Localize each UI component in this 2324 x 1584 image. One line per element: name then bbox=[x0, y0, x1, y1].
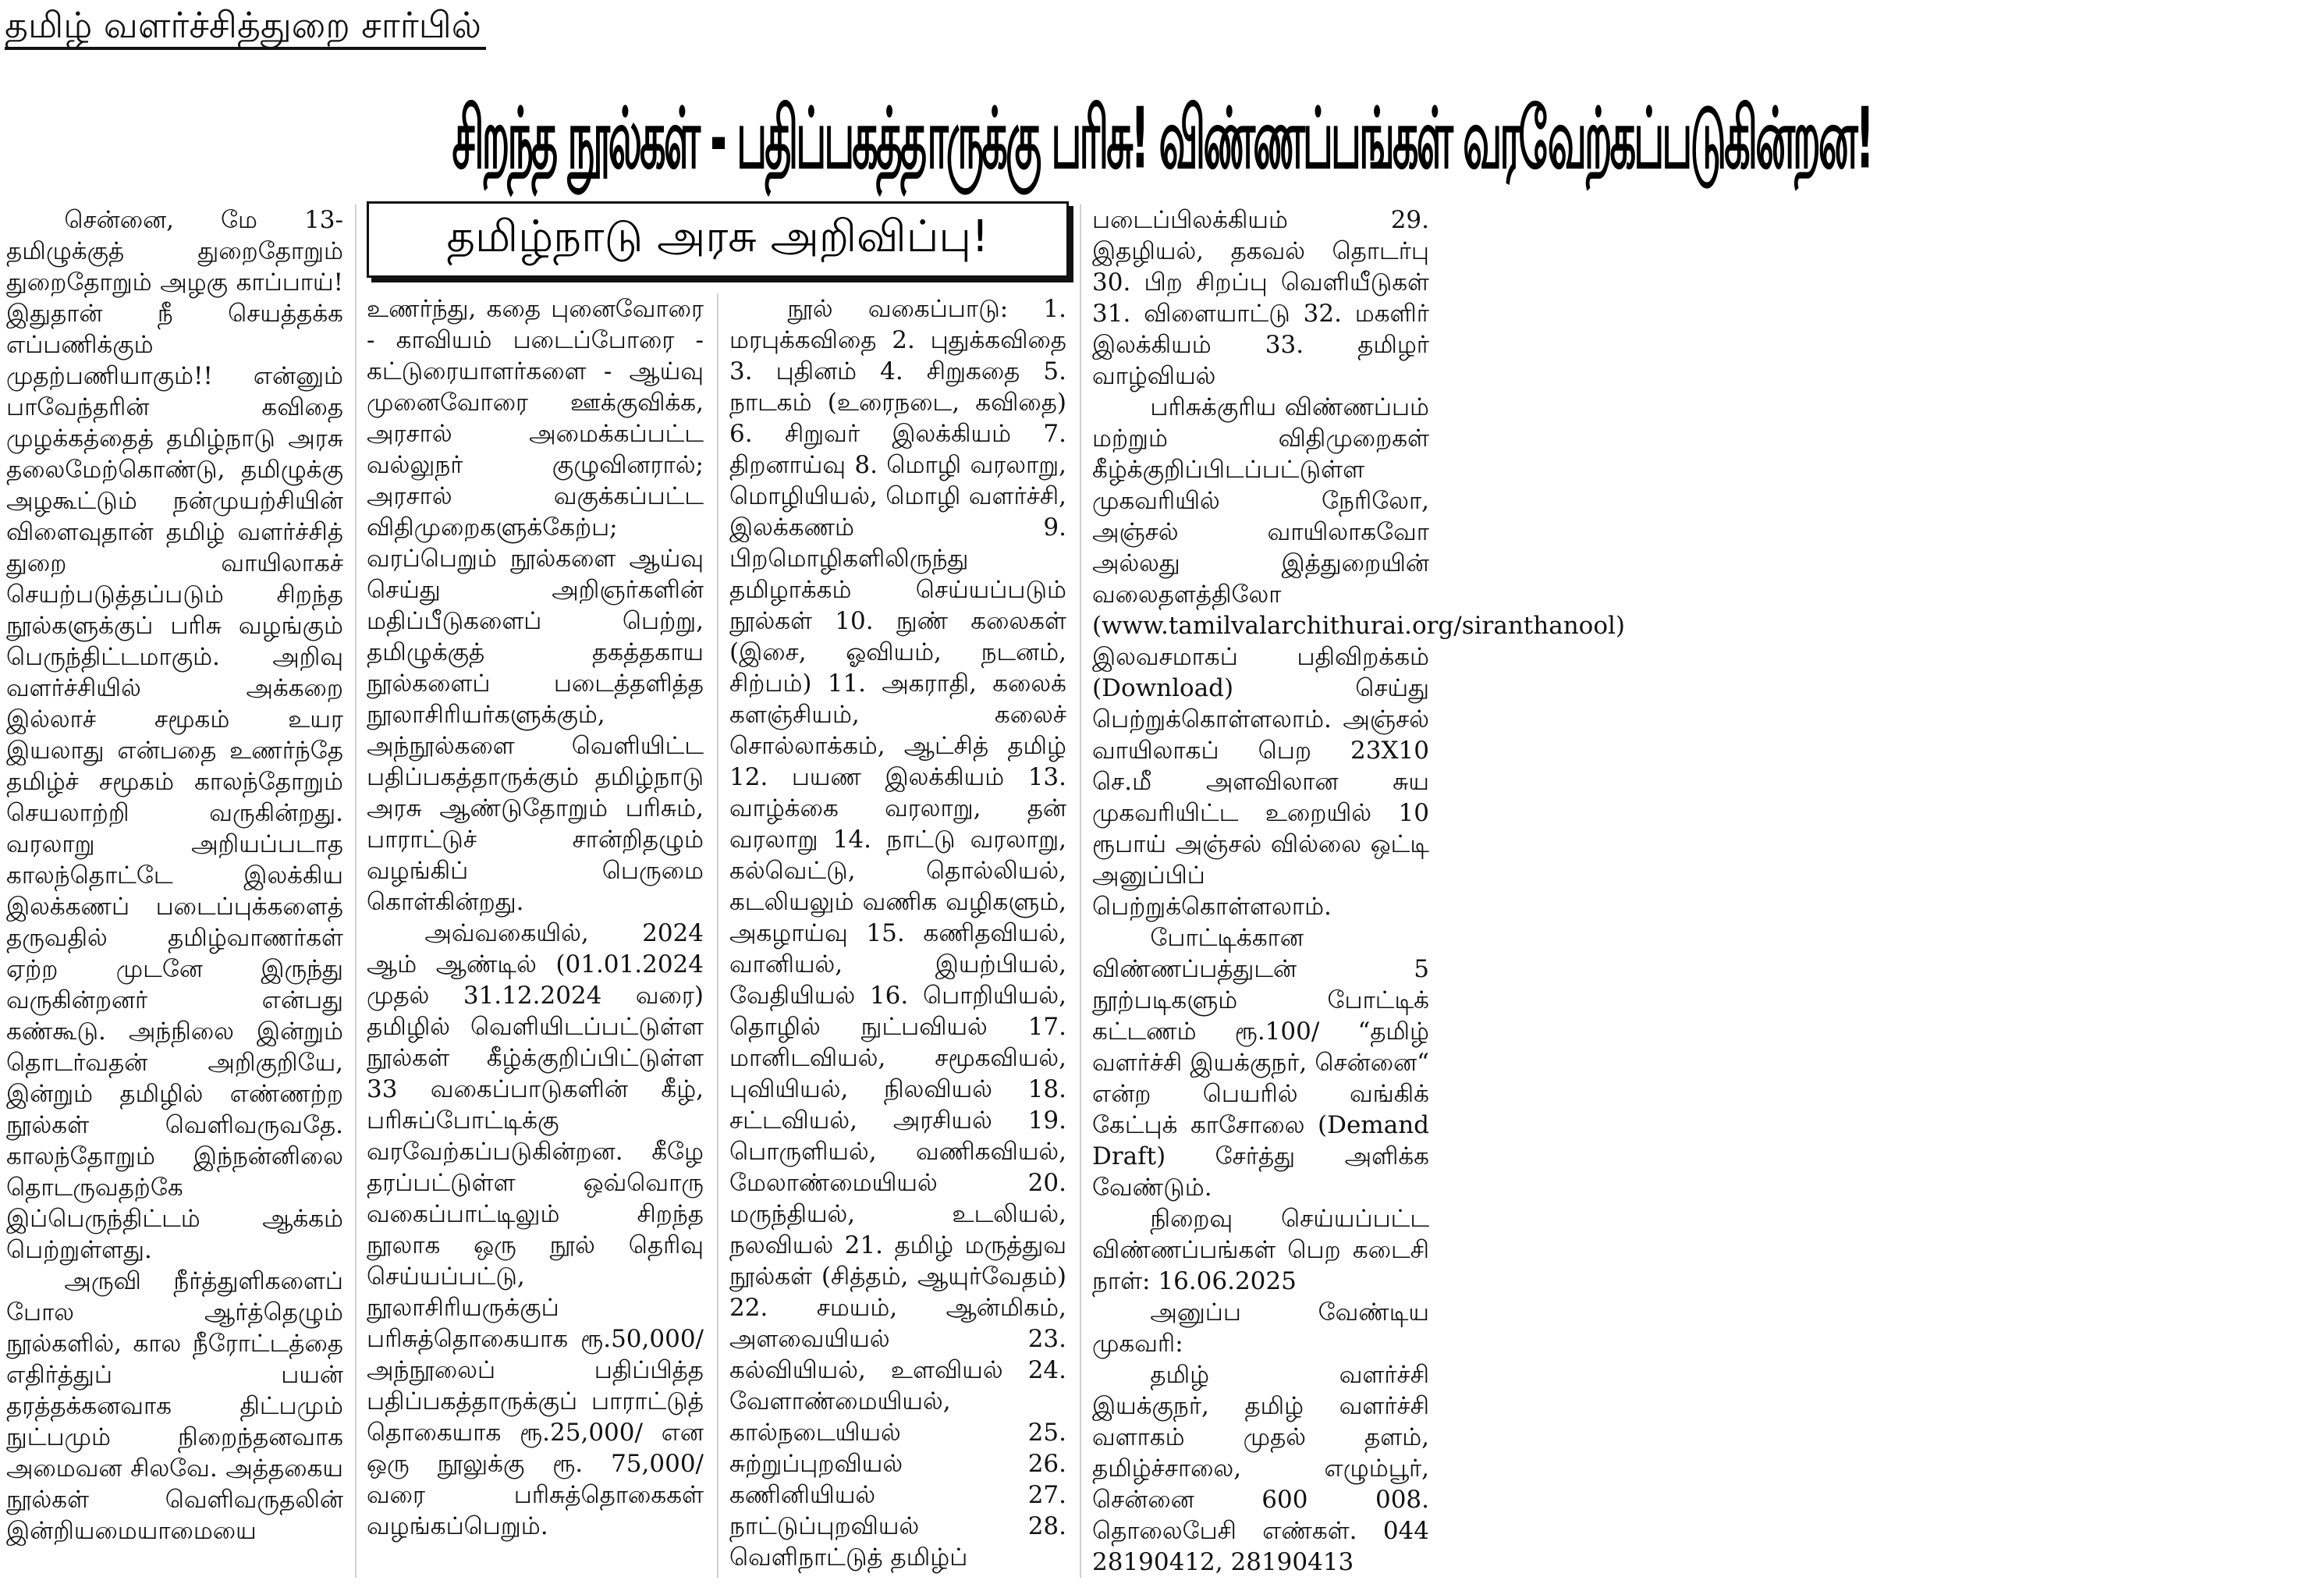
paragraph: அருவி நீர்த்துளிகளைப் போல ஆர்த்தெழும் நூல்களில், கால நீரோட்டத்தை எதிர்த்துப் பயன் தரத்தக்கனவாக திட்பமும் நுட்பமும் நிறைந்தனவாக அமைவன சிலவே. அத்தகைய நூல்கள் வெளிவருதலின் இன்றியமையாமையை bbox=[6, 1267, 343, 1545]
paragraph: சென்னை, மே 13- தமிழுக்குத் துறைதோறும் துறைதோறும் அழகு காப்பாய்! இதுதான் நீ செயத்தக்க எப்பணிக்கும் முதற்பணியாகும்!! என்னும் பாவேந்தரின் கவிதை முழக்கத்தைத் தமிழ்நாடு அரசு தலைமேற்கொண்டு, தமிழுக்கு அழகூட்டும் நன்முயற்சியின் விளைவுதான் தமிழ் வளர்ச்சித் துறை வாயிலாகச் செயற்படுத்தப்படும் சிறந்த நூல்களுக்குப் பரிசு வழங்கும் பெருந்திட்டமாகும். அறிவு வளர்ச்சியில் அக்கறை இல்லாச் சமூகம் உயர இயலாது என்பதை உணர்ந்தே தமிழ்ச் சமூகம் காலந்தோறும் செயலாற்றி வருகின்றது. வரலாறு அறியப்படாத காலந்தொட்டே இலக்கிய இலக்கணப் படைப்புக்களைத் தருவதில் தமிழ்வாணர்கள் ஏற்ற முடனே இருந்து வருகின்றனர் என்பது கண்கூடு. அந்நிலை இன்றும் தொடர்வதன் அறிகுறியே, இன்றும் தமிழில் எண்ணற்ற நூல்கள் வெளிவருவதே. காலந்தோறும் இந்நன்னிலை தொடருவதற்கே இப்பெருந்திட்டம் ஆக்கம் பெற்றுள்ளது. bbox=[6, 206, 343, 1264]
paragraph: போட்டிக்கான விண்ணப்பத்துடன் 5 நூற்படிகளும் போட்டிக் கட்டணம் ரூ.100/ “தமிழ் வளர்ச்சி இயக்குநர், சென்னை“ என்ற பெயரில் வங்கிக் கேட்புக் காசோலை (Demand Draft) சேர்த்து அளிக்க வேண்டும். bbox=[1092, 924, 1429, 1202]
paragraph: அவ்வகையில், 2024 ஆம் ஆண்டில் (01.01.2024 முதல் 31.12.2024 வரை) தமிழில் வெளியிடப்பட்டுள்ள நூல்கள் கீழ்க்குறிப்பிட்டுள்ள 33 வகைப்பாடுகளின் கீழ், பரிசுப்போட்டிக்கு வரவேற்கப்படுகின்றன. கீழே தரப்பட்டுள்ள ஒவ்வொரு வகைப்பாட்டிலும் சிறந்த நூலாக ஒரு நூல் தெரிவு செய்யப்பட்டு, நூலாசிரியருக்குப் பரிசுத்தொகையாக ரூ.50,000/ அந்நூலைப் பதிப்பித்த பதிப்பகத்தாருக்குப் பாராட்டுத் தொகையாக ரூ.25,000/ என ஒரு நூலுக்கு ரூ. 75,000/ வரை பரிசுத்தொகைகள் வழங்கப்பெறும். bbox=[367, 919, 704, 1540]
column-rule bbox=[717, 293, 718, 1578]
address: தமிழ் வளர்ச்சி இயக்குநர், தமிழ் வளர்ச்சி வளாகம் முதல் தளம், தமிழ்ச்சாலை, எழும்பூர், சென்னை 600 008. தொலைபேசி எண்கள். 044 28190412, 28190413 bbox=[1092, 1361, 1429, 1576]
article-column-2 bbox=[367, 293, 704, 1542]
paragraph: உணர்ந்து, கதை புனைவோரை - காவியம் படைப்போரை - கட்டுரையாளர்களை - ஆய்வு முனைவோரை ஊக்குவிக்க, அரசால் அமைக்கப்பட்ட வல்லுநர் குழுவினரால்; அரசால் வகுக்கப்பட்ட விதிமுறைகளுக்கேற்ப; வரப்பெறும் நூல்களை ஆய்வு செய்து அறிஞர்களின் மதிப்பீடுகளைப் பெற்று, தமிழுக்குத் தகத்தகாய நூல்களைப் படைத்தளித்த நூலாசிரியர்களுக்கும், அந்நூல்களை வெளியிட்ட பதிப்பகத்தாருக்கும் தமிழ்நாடு அரசு ஆண்டுதோறும் பரிசும், பாராட்டுச் சான்றிதழும் வழங்கிப் பெருமை கொள்கின்றது. bbox=[367, 295, 704, 916]
column-rule bbox=[355, 204, 357, 1578]
paragraph: அனுப்ப வேண்டிய முகவரி: bbox=[1092, 1298, 1429, 1358]
article-column-1 bbox=[6, 204, 343, 1547]
paragraph: படைப்பிலக்கியம் 29. இதழியல், தகவல் தொடர்பு 30. பிற சிறப்பு வெளியீடுகள் 31. விளையாட்டு 32. மகளிர் இலக்கியம் 33. தமிழர் வாழ்வியல் bbox=[1092, 206, 1429, 390]
column-rule bbox=[1080, 204, 1081, 1578]
article-column-3 bbox=[729, 293, 1066, 1573]
section-kicker: தமிழ் வளர்ச்சித்துறை சார்பில் bbox=[5, 3, 486, 50]
headline: சிறந்த நூல்கள் - பதிப்பகத்தாருக்கு பரிசு! விண்ணப்பங்கள் வரவேற்கப்படுகின்றன! bbox=[452, 90, 1872, 188]
paragraph: நிறைவு செய்யப்பட்ட விண்ணப்பங்கள் பெற கடைசி நாள்: 16.06.2025 bbox=[1092, 1205, 1429, 1295]
paragraph: நூல் வகைப்பாடு: 1. மரபுக்கவிதை 2. புதுக்கவிதை 3. புதினம் 4. சிறுகதை 5. நாடகம் (உரைநடை, கவிதை) 6. சிறுவர் இலக்கியம் 7. திறனாய்வு 8. மொழி வரலாறு, மொழியியல், மொழி வளர்ச்சி, இலக்கணம் 9. பிறமொழிகளிலிருந்து தமிழாக்கம் செய்யப்படும் நூல்கள் 10. நுண் கலைகள் (இசை, ஓவியம், நடனம், சிற்பம்) 11. அகராதி, கலைக் களஞ்சியம், கலைச் சொல்லாக்கம், ஆட்சித் தமிழ் 12. பயண இலக்கியம் 13. வாழ்க்கை வரலாறு, தன் வரலாறு 14. நாட்டு வரலாறு, கல்வெட்டு, தொல்லியல், கடலியலும் வணிக வழிகளும், அகழாய்வு 15. கணிதவியல், வானியல், இயற்பியல், வேதியியல் 16. பொறியியல், தொழில் நுட்பவியல் 17. மானிடவியல், சமூகவியல், புவியியல், நிலவியல் 18. சட்டவியல், அரசியல் 19. பொருளியல், வணிகவியல், மேலாண்மையியல் 20. மருந்தியல், உடலியல், நலவியல் 21. தமிழ் மருத்துவ நூல்கள் (சித்தம், ஆயுர்வேதம்) 22. சமயம், ஆன்மிகம், அளவையியல் 23. கல்வியியல், உளவியல் 24. வேளாண்மையியல், கால்நடையியல் 25. சுற்றுப்புறவியல் 26. கணினியியல் 27. நாட்டுப்புறவியல் 28. வெளிநாட்டுத் தமிழ்ப் bbox=[729, 295, 1066, 1572]
announcement-box bbox=[367, 201, 1069, 278]
announcement-title: தமிழ்நாடு அரசு அறிவிப்பு! bbox=[446, 211, 989, 262]
paragraph: பரிசுக்குரிய விண்ணப்பம் மற்றும் விதிமுறைகள் கீழ்க்குறிப்பிடப்பட்டுள்ள முகவரியில் நேரிலோ, அஞ்சல் வாயிலாகவோ அல்லது இத்துறையின் வலைதளத்திலோ (www.tamilvalarchithurai.org/siranthanool) இலவசமாகப் பதிவிறக்கம் (Download) செய்து பெற்றுக்கொள்ளலாம். அஞ்சல் வாயிலாகப் பெற 23X10 செ.மீ அளவிலான சுய முகவரியிட்ட உறையில் 10 ரூபாய் அஞ்சல் வில்லை ஒட்டி அனுப்பிப் பெற்றுக்கொள்ளலாம். bbox=[1092, 393, 1626, 921]
article-column-4 bbox=[1092, 204, 1626, 1578]
